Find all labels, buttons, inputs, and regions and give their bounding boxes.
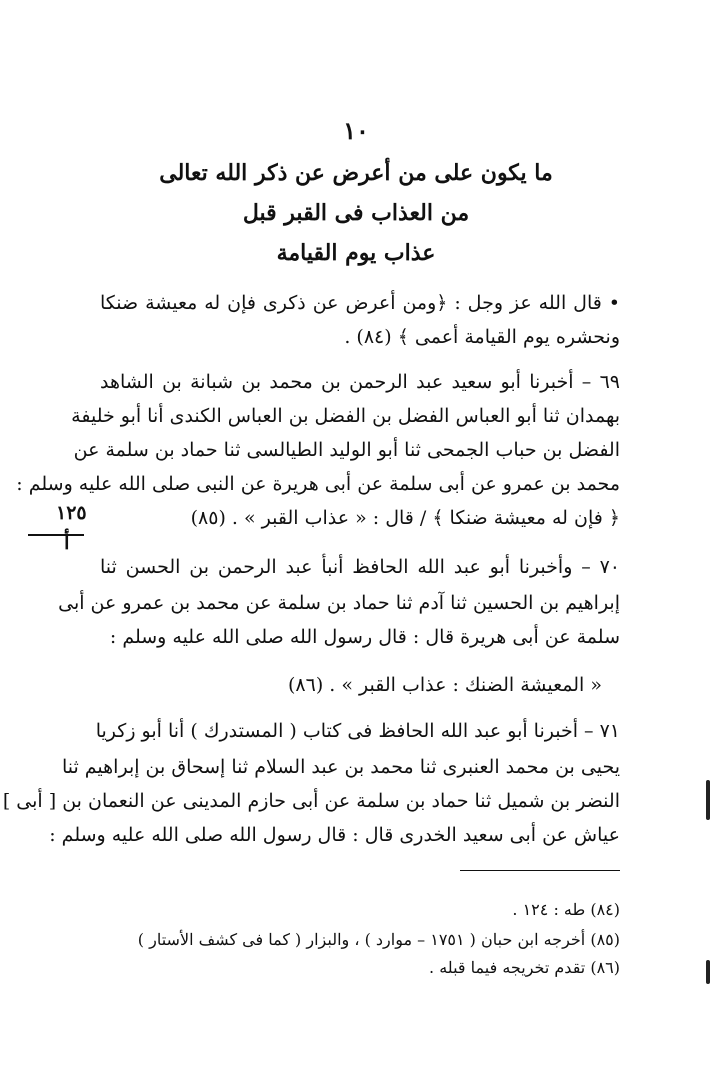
scan-edge-mark-top [706, 780, 710, 820]
chapter-title-line-3: عذاب يوم القيامة [276, 240, 436, 266]
chapter-title-line-1: ما يكون على من أعرض عن ذكر الله تعالى [159, 160, 553, 186]
footnote-separator [460, 870, 620, 871]
margin-folio-number: ١٢٥ [56, 502, 87, 524]
hadith-71-line-2: يحيى بن محمد العنبرى ثنا محمد بن عبد السلام ثنا إسحاق بن إبراهيم ثنا [61, 756, 620, 778]
chapter-title-line-2: من العذاب فى القبر قبل [242, 200, 470, 226]
hadith-69-line-1: ٦٩ – أخبرنا أبو سعيد عبد الرحمن بن محمد بن شبانة بن الشاهد [100, 371, 620, 393]
hadith-71-line-4: عياش عن أبى سعيد الخدرى قال : قال رسول الله صلى الله عليه وسلم : [49, 824, 620, 846]
hadith-71-line-3: النضر بن شميل ثنا حماد بن سلمة عن أبى حازم المدينى عن النعمان بن [ أبى ] [2, 790, 620, 812]
page-number: ١٠ [343, 116, 369, 145]
footnote-85: (٨٥) أخرجه ابن حبان ( ١٧٥١ – موارد ) ، والبزار ( كما فى كشف الأستار ) [137, 930, 620, 949]
hadith-71-line-1: ٧١ – أخبرنا أبو عبد الله الحافظ فى كتاب ( المستدرك ) أنا أبو زكريا [95, 720, 620, 742]
margin-folio-rule [28, 534, 84, 536]
hadith-69-line-4: محمد بن عمرو عن أبى سلمة عن أبى هريرة عن النبى صلى الله عليه وسلم : [16, 473, 620, 495]
hadith-69-line-2: بهمدان ثنا أبو العباس الفضل بن الفضل بن العباس الكندى أنا أبو خليفة [71, 405, 620, 427]
intro-line-2: ونحشره يوم القيامة أعمى ﴾ (٨٤) . [344, 326, 620, 348]
hadith-70-line-1: ٧٠ – وأخبرنا أبو عبد الله الحافظ أنبأ عبد الرحمن بن الحسن ثنا [100, 556, 620, 578]
scan-edge-mark-bottom [706, 960, 710, 984]
hadith-69-line-3: الفضل بن حباب الجمحى ثنا أبو الوليد الطيالسى ثنا حماد بن سلمة عن [73, 439, 620, 461]
hadith-70-line-2: إبراهيم بن الحسين ثنا آدم ثنا حماد بن سلمة عن محمد بن عمرو عن أبى [58, 592, 620, 614]
margin-folio-side: أ [64, 530, 70, 554]
hadith-69-line-5: ﴿ فإن له معيشة ضنكا ﴾ / قال : « عذاب القبر » . (٨٥) [190, 507, 620, 529]
hadith-70-line-4: « المعيشة الضنك : عذاب القبر » . (٨٦) [287, 674, 602, 696]
footnote-86: (٨٦) تقدم تخريجه فيما قبله . [429, 958, 620, 977]
intro-line-1: • قال الله عز وجل : ﴿ومن أعرض عن ذكرى فإن له معيشة ضنكا [100, 292, 620, 314]
hadith-70-line-3: سلمة عن أبى هريرة قال : قال رسول الله صلى الله عليه وسلم : [109, 626, 620, 648]
footnote-84: (٨٤) طه : ١٢٤ . [512, 900, 620, 919]
